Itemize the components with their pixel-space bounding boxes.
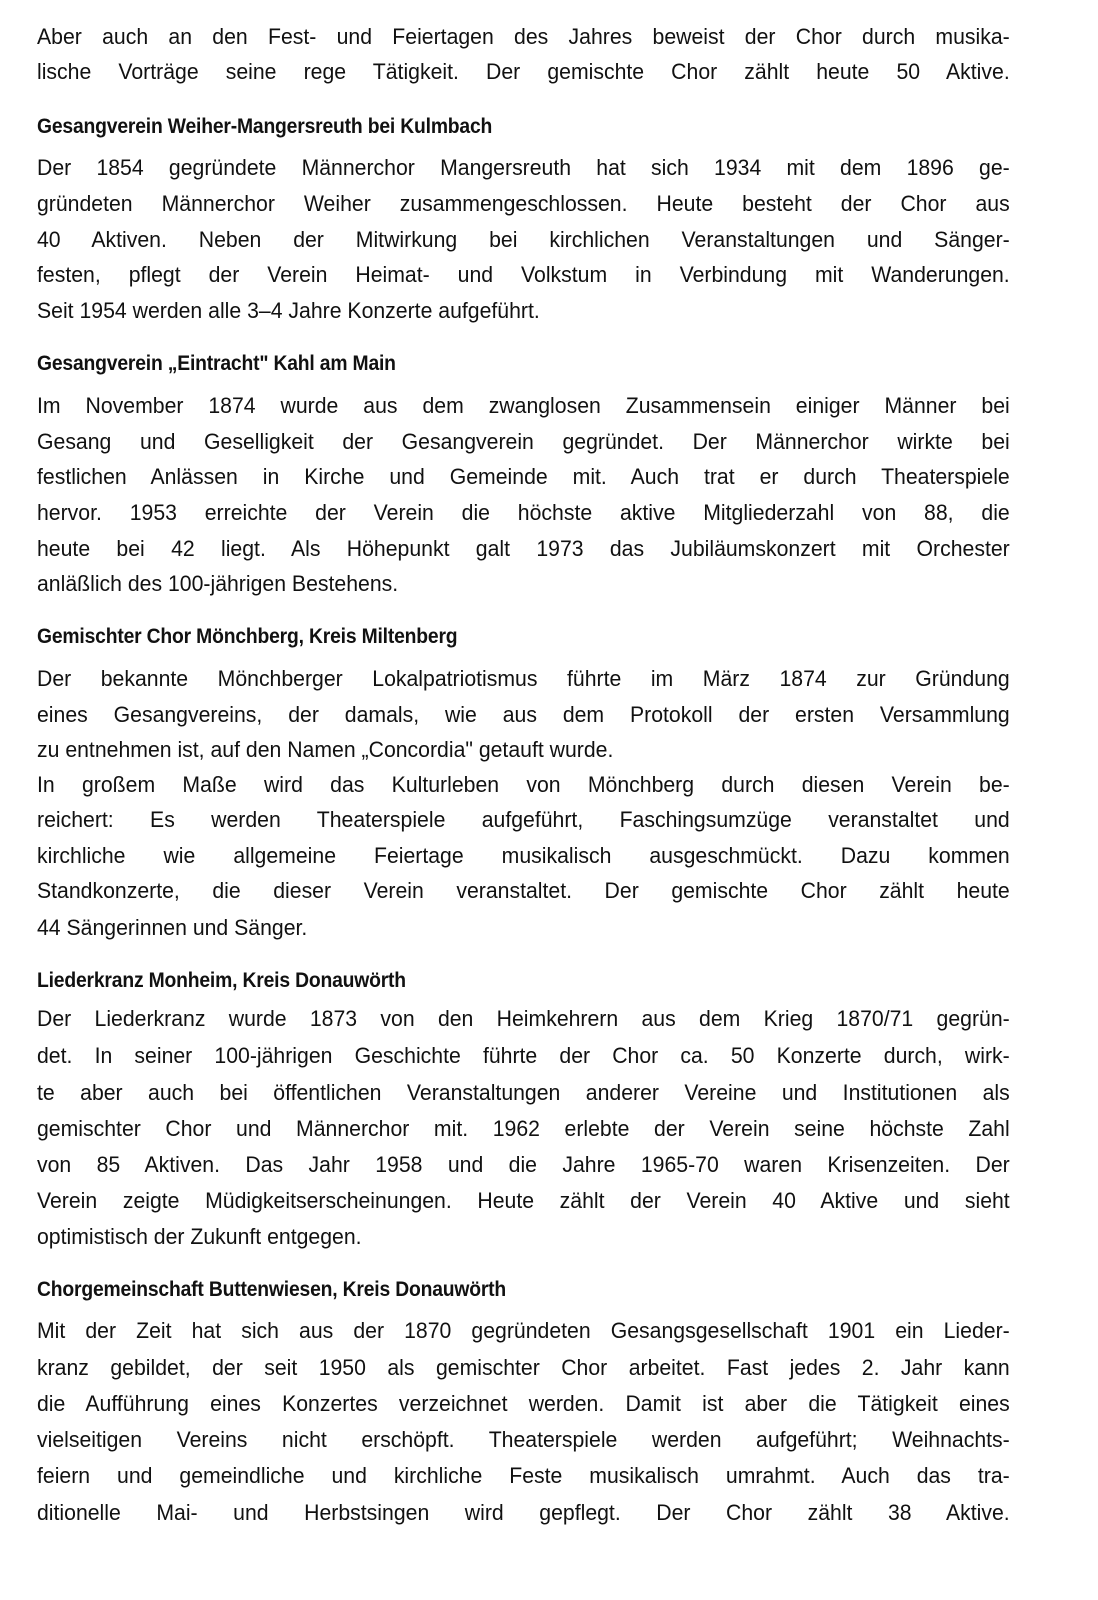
- text-line: heute bei 42 liegt. Als Höhepunkt galt 1973 das Jubiläumskonzert mit Orchester: [37, 536, 1010, 561]
- text-line: zu entnehmen ist, auf den Namen „Concordia" getauft wurde.: [37, 737, 614, 762]
- text-line: lische Vorträge seine rege Tätigkeit. Der gemischte Chor zählt heute 50 Aktive.: [37, 59, 1010, 84]
- text-line: Seit 1954 werden alle 3–4 Jahre Konzerte aufgeführt.: [37, 298, 540, 323]
- text-line: det. In seiner 100-jährigen Geschichte führte der Chor ca. 50 Konzerte durch, wirk-: [37, 1043, 1010, 1068]
- section-heading: Gesangverein Weiher-Mangersreuth bei Kulmbach: [37, 115, 493, 138]
- text-line: hervor. 1953 erreichte der Verein die höchste aktive Mitgliederzahl von 88, die: [37, 500, 1010, 525]
- text-line: die Aufführung eines Konzertes verzeichnet werden. Damit ist aber die Tätigkeit eines: [37, 1391, 1010, 1416]
- text-line: optimistisch der Zukunft entgegen.: [37, 1224, 362, 1249]
- section-heading: Liederkranz Monheim, Kreis Donauwörth: [37, 969, 406, 992]
- text-line: vielseitigen Vereins nicht erschöpft. Theaterspiele werden aufgeführt; Weihnachts-: [37, 1427, 1010, 1452]
- text-line: Standkonzerte, die dieser Verein veranstaltet. Der gemischte Chor zählt heute: [37, 878, 1010, 903]
- text-line: 44 Sängerinnen und Sänger.: [37, 915, 308, 940]
- text-line: Gesang und Geselligkeit der Gesangverein gegründet. Der Männerchor wirkte bei: [37, 429, 1010, 454]
- text-line: 40 Aktiven. Neben der Mitwirkung bei kirchlichen Veranstaltungen und Sänger-: [37, 227, 1010, 252]
- text-line: eines Gesangvereins, der damals, wie aus dem Protokoll der ersten Versammlung: [37, 702, 1010, 727]
- text-line: festlichen Anlässen in Kirche und Gemeinde mit. Auch trat er durch Theaterspiele: [37, 464, 1010, 489]
- text-line: gemischter Chor und Männerchor mit. 1962 erlebte der Verein seine höchste Zahl: [37, 1116, 1010, 1141]
- section-heading: Gesangverein „Eintracht" Kahl am Main: [37, 352, 396, 375]
- text-line: kranz gebildet, der seit 1950 als gemischter Chor arbeitet. Fast jedes 2. Jahr kann: [37, 1355, 1010, 1380]
- text-line: Mit der Zeit hat sich aus der 1870 gegründeten Gesangsgesellschaft 1901 ein Lieder-: [37, 1318, 1010, 1343]
- text-line: Im November 1874 wurde aus dem zwanglosen Zusammensein einiger Männer bei: [37, 393, 1010, 418]
- text-line: festen, pflegt der Verein Heimat- und Volkstum in Verbindung mit Wanderungen.: [37, 262, 1010, 287]
- text-line: Verein zeigte Müdigkeitserscheinungen. Heute zählt der Verein 40 Aktive und sieht: [37, 1188, 1010, 1213]
- text-line: gründeten Männerchor Weiher zusammengeschlossen. Heute besteht der Chor aus: [37, 191, 1010, 216]
- text-line: von 85 Aktiven. Das Jahr 1958 und die Jahre 1965-70 waren Krisenzeiten. Der: [37, 1152, 1010, 1177]
- text-line: reichert: Es werden Theaterspiele aufgeführt, Faschingsumzüge veranstaltet und: [37, 807, 1010, 832]
- text-line: Der Liederkranz wurde 1873 von den Heimkehrern aus dem Krieg 1870/71 gegrün-: [37, 1006, 1010, 1031]
- text-line: In großem Maße wird das Kulturleben von Mönchberg durch diesen Verein be-: [37, 772, 1010, 797]
- section-heading: Gemischter Chor Mönchberg, Kreis Miltenberg: [37, 625, 458, 648]
- text-line: feiern und gemeindliche und kirchliche Feste musikalisch umrahmt. Auch das tra-: [37, 1463, 1010, 1488]
- text-line: Der 1854 gegründete Männerchor Mangersreuth hat sich 1934 mit dem 1896 ge-: [37, 155, 1010, 180]
- text-line: anläßlich des 100-jährigen Bestehens.: [37, 571, 399, 596]
- text-line: ditionelle Mai- und Herbstsingen wird gepflegt. Der Chor zählt 38 Aktive.: [37, 1500, 1010, 1525]
- text-line: te aber auch bei öffentlichen Veranstaltungen anderer Vereine und Institutionen als: [37, 1080, 1010, 1105]
- text-line: Der bekannte Mönchberger Lokalpatriotismus führte im März 1874 zur Gründung: [37, 666, 1010, 691]
- text-line: Aber auch an den Fest- und Feiertagen des Jahres beweist der Chor durch musika-: [37, 24, 1010, 49]
- section-heading: Chorgemeinschaft Buttenwiesen, Kreis Donauwörth: [37, 1278, 507, 1301]
- text-line: kirchliche wie allgemeine Feiertage musikalisch ausgeschmückt. Dazu kommen: [37, 843, 1010, 868]
